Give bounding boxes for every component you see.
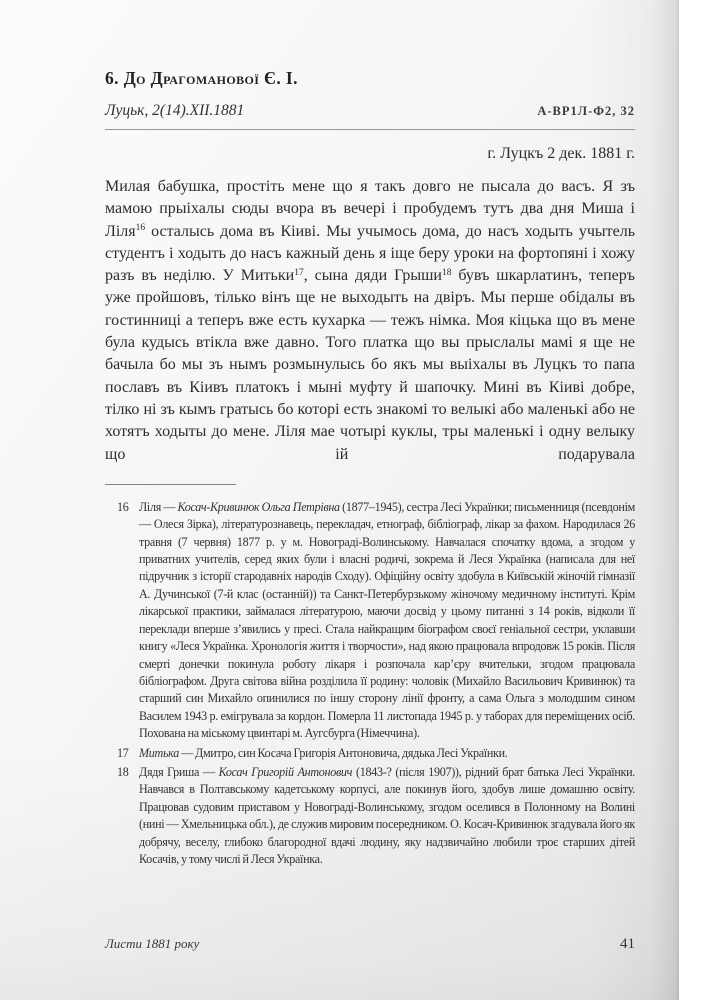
footnote-text-plain: Дядя Гриша —	[139, 764, 219, 779]
footnote-16	[117, 499, 635, 743]
letter-text-segment: бувъ шкарлатинъ, теперъ уже пройшовъ, тілько вінъ ще не выходыть на двіръ. Мы перше обідалы въ гостинниці а теперъ вже есть кухарка — тежъ німка. Моя кіцька що въ мене була кудысь втікла вже давно. Того платка що вы прыслалы мамі я ще не бачыла бо мы зъ нымъ розмынулысь бо якъ мы выіхалы въ Луцкъ то папа пославъ въ Кіивъ платокъ і мыні муфту й шапочку. Мині въ Кіиві добре, тілко ні зъ кымъ гратысь бо которі есть знакомі то велыкі або маленькі або не хотятъ ходыты до мене. Ліля мае чотырі куклы, тры маленькі і одну велыку що ій подарувала	[105, 267, 636, 463]
letter-heading: 6. До Драгоманової Є. І.	[105, 68, 298, 88]
footnote-number: 17	[117, 745, 129, 760]
letter-meta-row	[105, 102, 635, 120]
letter-text-segment: , сына дяди Грыши	[303, 267, 442, 285]
letter-dateline: г. Луцкъ 2 дек. 1881 г.	[487, 145, 635, 162]
footnote-text	[139, 499, 635, 743]
footnote-18	[117, 764, 635, 868]
header-rule	[105, 129, 635, 130]
page-number: 41	[620, 936, 635, 952]
footnote-17	[117, 745, 635, 762]
footnote-ref-18: 18	[442, 267, 452, 278]
footnote-text-plain: (1843-? (після 1907)), рідний брат батька Лесі Українки. Навчався в Полтавському кадетському корпусі, але покинув його, здобув лише домашню освіту. Працював судовим приставом у Новограді-Волинському, згодом оселився в Полонному на Волині (нині — Хмельницька обл.), де служив мировим посередником. О. Косач-Кривинюк згадувала його як добрячу, веселу, глибоко благородної вдачі людину, яку надзвичайно любили троє старших дітей Косачів, у тому числі й Леся Українка.	[139, 764, 635, 866]
footnote-text-italic: Косач Григорій Антонович	[218, 764, 353, 779]
letter-body	[105, 176, 635, 466]
archive-code: А-ВР1Л-Ф2, 32	[537, 104, 635, 118]
page-content	[105, 0, 635, 870]
footnote-ref-17: 17	[294, 267, 304, 278]
letter-text-segment: осталысь дома въ Кіиві. Мы учымось дома, до насъ ходыть учытель студентъ і ходыть до насъ кажный день я іще беру уроки на фортопяні і хожу разъ въ неділю. У Митьки	[105, 222, 635, 285]
footnote-number: 18	[117, 764, 129, 779]
footnotes-block	[105, 499, 635, 869]
footnote-ref-16: 16	[135, 223, 146, 234]
footnote-text-plain: Ліля —	[139, 499, 178, 514]
running-title: Листи 1881 року	[105, 936, 200, 951]
footnote-text-plain: — Дмитро, син Косача Григорія Антоновича, дядька Лесі Українки.	[178, 745, 508, 760]
footnote-text-plain: (1877–1945), сестра Лесі Українки; письменниця (псевдонім — Олеся Зірка), літературознавець, перекладач, етнограф, бібліограф, лікар за фахом. Народилася 26 травня (7 червня) 1877 р. у м. Новограді-Волинському. Навчалася спочатку вдома, а згодом у приватних учителів, серед яких були і власні родичі, зокрема й Леся Українка (написала для неї підручник з історії стародавніх народів Сходу). Офіційну освіту здобула в Київській жіночій гімназії А. Дучинської (7-й клас (останній)) та Санкт-Петербурзькому жіночому медичному інституті. Крім лікарської практики, займалася літературою, маючи досвід у цьому питанні з 14 років, відколи її переклади вперше з’явились у пресі. Стала найкращим біографом своєї геніальної сестри, уклавши книгу «Леся Українка. Хронологія життя і творчости», над якою працювала впродовж 15 років. Після смерті донечки покинула роботу лікаря і розпочала кар’єру вчительки, згодом працювала бібліографом. Друга світова війна розділила її родину: чоловік (Михайло Васильович Кривинюк) та старший син Михайло опинилися по іншу сторону лінії фронту, а сама Ольга з молодшим сином Василем 1943 р. емігрувала за кордон. Померла 11 листопада 1945 р. у таборах для переміщених осіб. Похована на міському цвинтарі м. Аугсбурга (Німеччина).	[139, 499, 635, 741]
footnote-text-italic: Митька	[139, 745, 179, 760]
footnote-text	[139, 764, 635, 868]
letter-date-place: Луцьк, 2(14).XII.1881	[105, 102, 245, 119]
footnote-text	[139, 745, 635, 762]
footnote-divider-rule	[105, 484, 236, 485]
footnote-number: 16	[117, 499, 129, 514]
footnote-text-italic: Косач-Кривинюк Ольга Петрівна	[177, 499, 340, 514]
letter-text-segment: Милая бабушка, простіть мене що я такъ довго не пысала до васъ. Я зъ мамою прыіхалы сюды вчора въ вечері і пробудемъ тутъ два дня Миша і Ліля	[105, 178, 635, 240]
page-footer	[105, 936, 635, 953]
